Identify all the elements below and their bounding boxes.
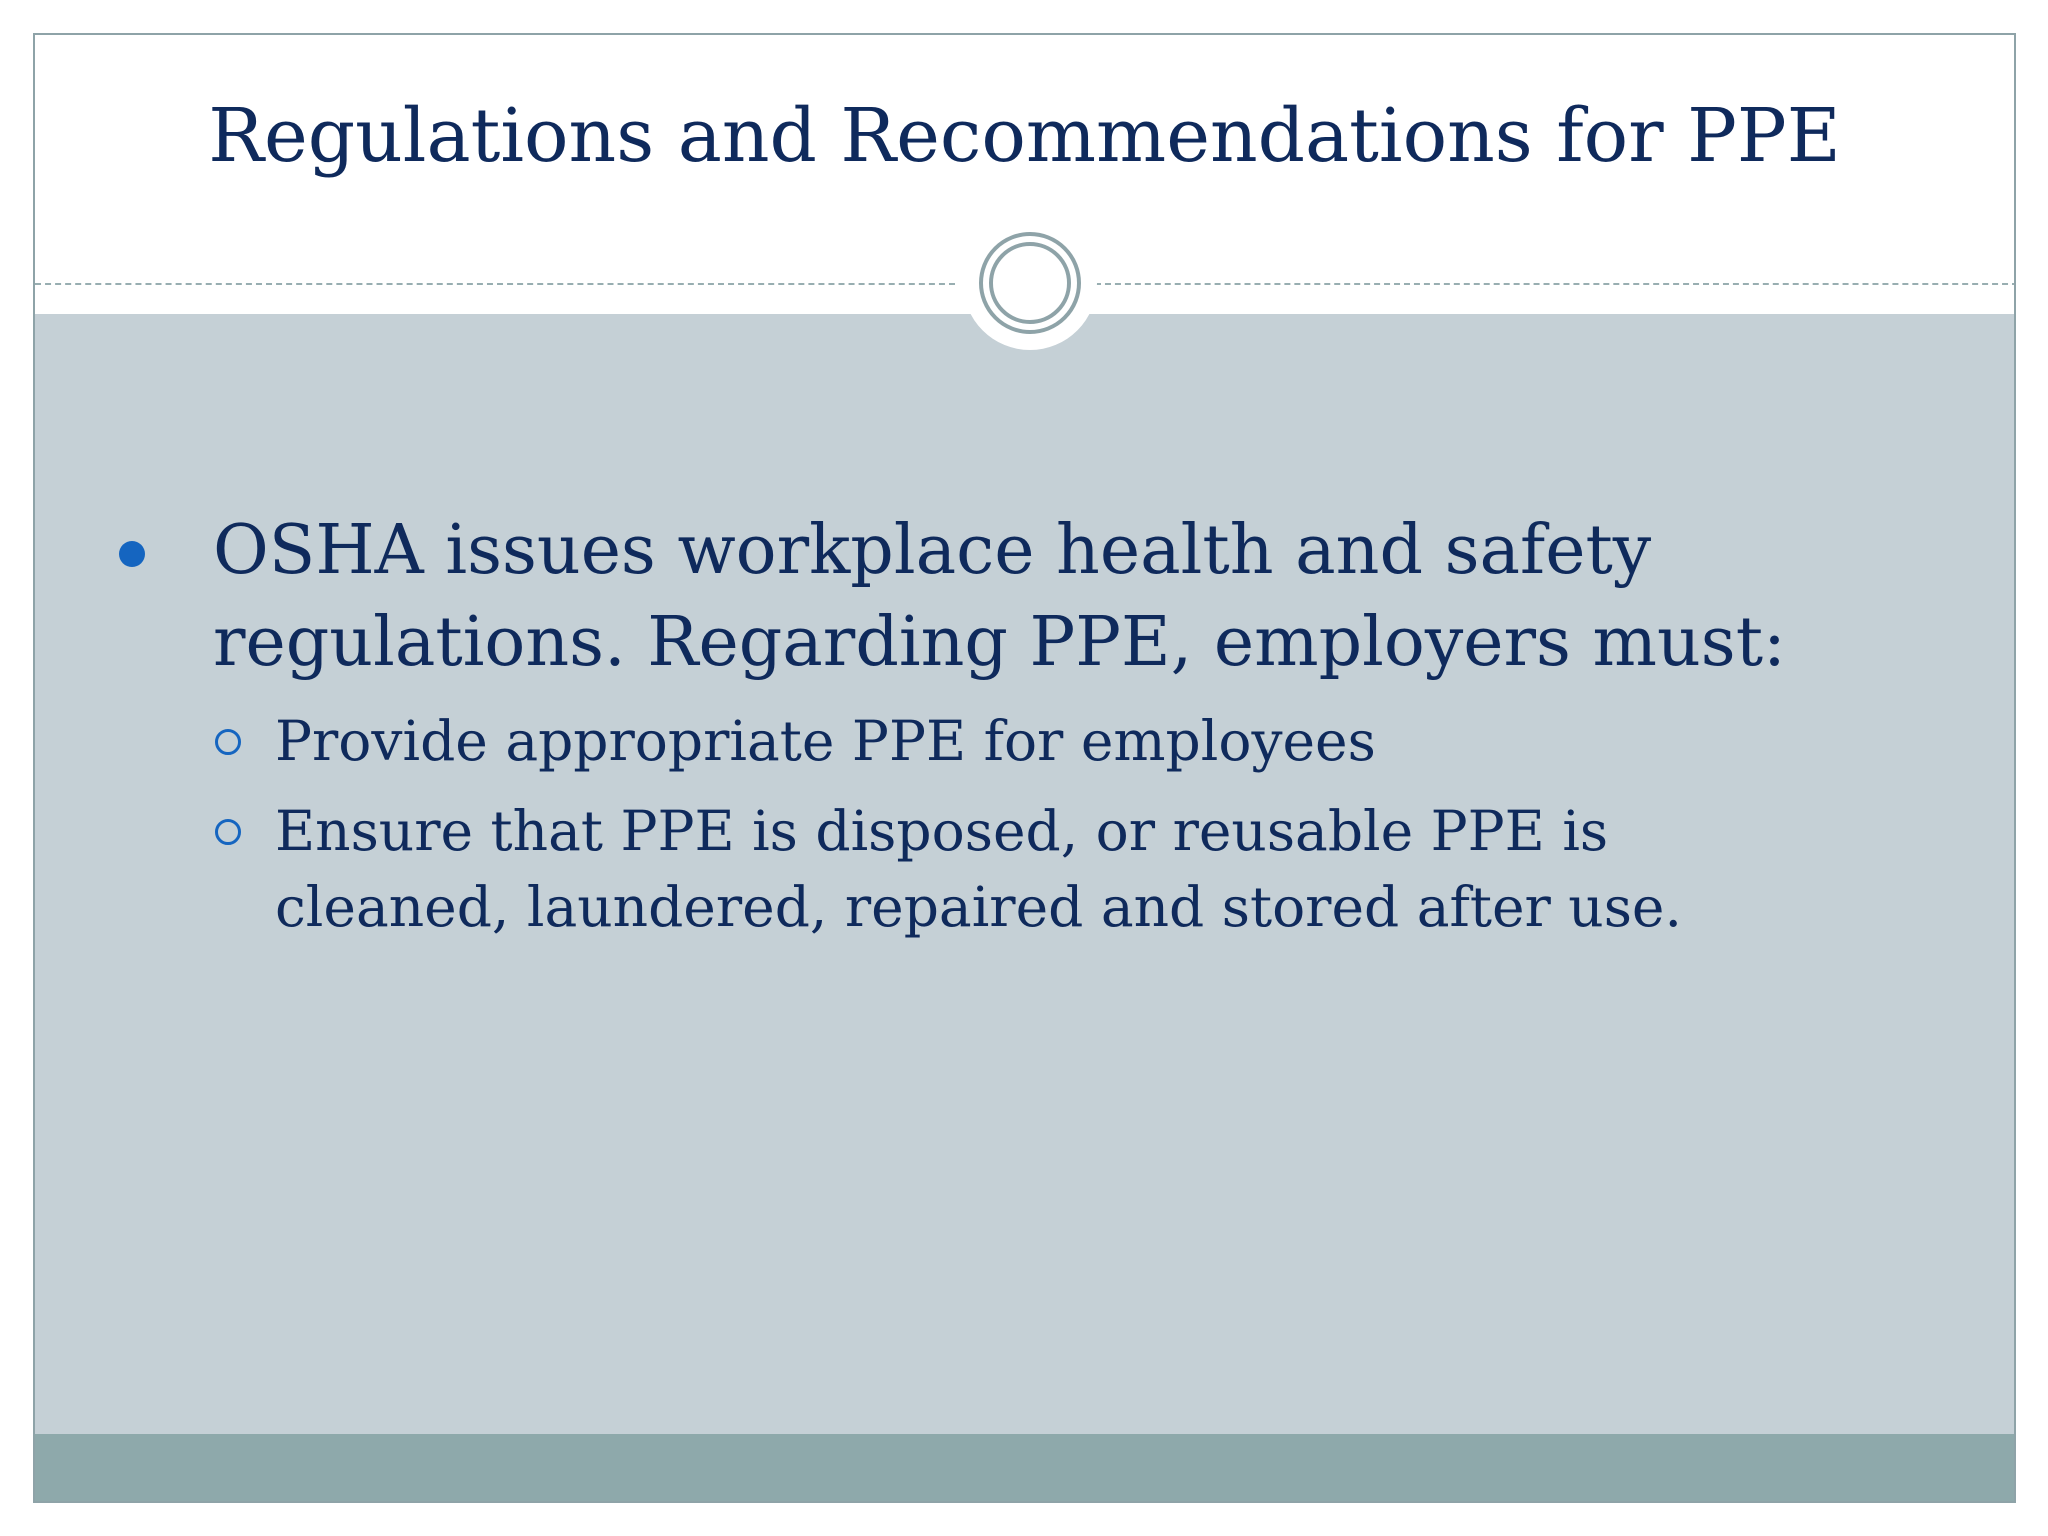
sub-bullet-text: Ensure that PPE is disposed, or reusable PPE is cleaned, laundered, repaired and stored after use. (275, 799, 1682, 939)
sub-bullet-text: Provide appropriate PPE for employees (275, 709, 1376, 773)
sub-bullet-ring-icon (215, 819, 241, 845)
slide (33, 33, 2016, 1503)
slide-title: Regulations and Recommendations for PPE (208, 93, 1841, 179)
sub-bullet-ring-icon (215, 729, 241, 755)
bullet-dot-icon (119, 541, 145, 567)
bullet-text: OSHA issues workplace health and safety regulations. Regarding PPE, employers must: (213, 511, 1786, 682)
dashed-divider-right (1095, 283, 2016, 285)
dashed-divider-left (35, 283, 955, 285)
footer-band (35, 1434, 2014, 1503)
medallion-inner-ring-icon (989, 242, 1071, 324)
